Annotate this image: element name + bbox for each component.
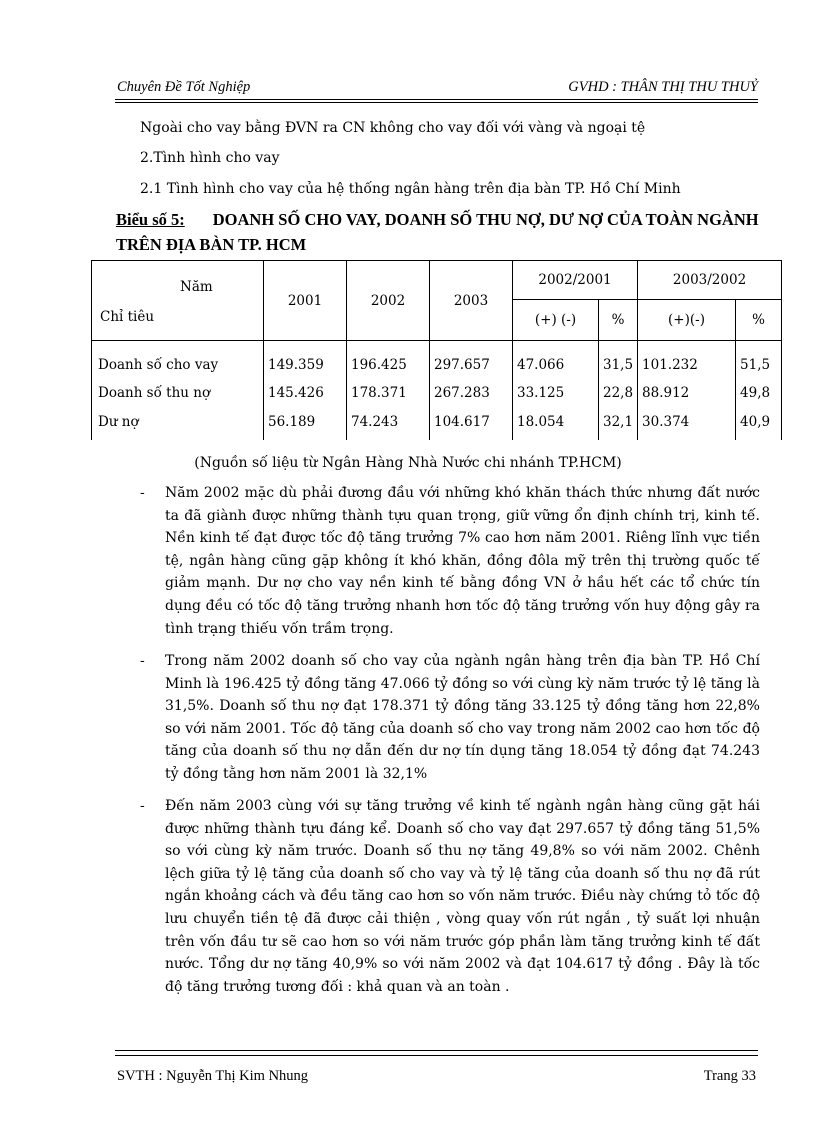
table-cell: 40,9 — [736, 407, 782, 440]
header-divider-thin — [115, 102, 758, 103]
sub-header-change: (+)(-) — [638, 300, 736, 341]
table-cell: 104.617 — [430, 407, 513, 440]
table-cell: 18.054 — [513, 407, 599, 440]
corner-year-label: Năm — [180, 279, 213, 295]
comparison-header: 2003/2002 — [638, 261, 782, 300]
row-label: Dư nợ — [92, 407, 264, 440]
sub-header-change: (+) (-) — [513, 300, 599, 341]
table-cell: 32,1 — [599, 407, 638, 440]
header-divider — [115, 99, 758, 100]
table-cell: 22,8 — [599, 378, 638, 407]
sub-header-percent: % — [736, 300, 782, 341]
table-cell: 88.912 — [638, 378, 736, 407]
footer-divider — [115, 1050, 758, 1051]
footer-page-number: Trang 33 — [703, 1068, 756, 1084]
table-cell: 267.283 — [430, 378, 513, 407]
loan-statistics-table — [91, 260, 782, 440]
paragraph-loan-currency: Ngoài cho vay bằng ĐVN ra CN không cho vay đối với vàng và ngoại tệ — [140, 120, 646, 136]
year-header: 2003 — [430, 261, 513, 341]
table-cell: 47.066 — [513, 341, 599, 379]
bullet-paragraph — [140, 482, 760, 640]
bullet-text: Trong năm 2002 doanh số cho vay của ngành ngân hàng trên địa bàn TP. Hồ Chí Minh là 196.425 tỷ đồng tăng 47.066 tỷ đồng so với cùng kỳ năm trước tỷ lệ tăng là 31,5%. Doanh số thu nợ đạt 178.371 tỷ đồng tăng 33.125 tỷ đồng tăng hơn 22,8% so với năm 2001. Tốc độ tăng của doanh số cho vay trong năm 2002 cao hơn tốc độ tăng của doanh số thu nợ dẫn đến dư nợ tín dụng tăng 18.054 tỷ đồng đạt 74.243 tỷ đồng tằng hơn năm 2001 là 32,1% — [165, 653, 760, 782]
table-cell: 31,5 — [599, 341, 638, 379]
table-cell: 30.374 — [638, 407, 736, 440]
table-cell: 297.657 — [430, 341, 513, 379]
comparison-header: 2002/2001 — [513, 261, 638, 300]
section-heading-loans: 2.Tình hình cho vay — [140, 150, 280, 166]
year-header: 2002 — [347, 261, 430, 341]
row-label: Doanh số thu nợ — [92, 378, 264, 407]
table-row — [92, 407, 782, 440]
footer-divider-thin — [115, 1055, 758, 1056]
table-cell: 101.232 — [638, 341, 736, 379]
bullet-dash: - — [140, 485, 145, 501]
table-cell: 149.359 — [264, 341, 347, 379]
table-corner-header — [92, 261, 264, 341]
table-cell: 178.371 — [347, 378, 430, 407]
page-header — [115, 76, 758, 98]
table-cell: 33.125 — [513, 378, 599, 407]
year-header: 2001 — [264, 261, 347, 341]
bullet-text: Năm 2002 mặc dù phải đương đầu với những khó khăn thách thức nhưng đất nước ta đã giành được những thành tựu quan trọng, giữ vững ổn định chính trị, kinh tế. Nền kinh tế đạt được tốc độ tăng trưởng 7% cao hơn năm 2001. Riêng lĩnh vực tiền tệ, ngân hàng cũng gặp không ít khó khăn, đồng đôla mỹ trên thị trường quốc tế giảm mạnh. Dư nợ cho vay nền kinh tế bằng đồng VN ở hầu hết các tổ chức tín dụng đều có tốc độ tăng trưởng nhanh hơn tốc độ tăng trưởng vốn huy động gây ra tình trạng thiếu vốn trầm trọng. — [165, 485, 760, 637]
bullet-paragraph — [140, 650, 760, 786]
table-cell: 145.426 — [264, 378, 347, 407]
footer-student-name: SVTH : Nguyễn Thị Kim Nhung — [117, 1068, 309, 1084]
table-title-text: DOANH SỐ CHO VAY, DOANH SỐ THU NỢ, DƯ NỢ CỦA TOÀN NGÀNH TRÊN ĐỊA BÀN TP. HCM — [116, 210, 759, 254]
table-cell: 196.425 — [347, 341, 430, 379]
table-row — [92, 378, 782, 407]
bullet-dash: - — [140, 653, 145, 669]
table-cell: 74.243 — [347, 407, 430, 440]
table-cell: 56.189 — [264, 407, 347, 440]
table-row — [92, 341, 782, 379]
bullet-text: Đến năm 2003 cùng với sự tăng trưởng về kinh tế ngành ngân hàng cũng gặt hái được những thành tựu đáng kể. Doanh số cho vay đạt 297.657 tỷ đồng tăng 51,5% so với cùng kỳ năm trước. Doanh số thu nợ tăng 49,8% so với năm 2002. Chênh lệch giữa tỷ lệ tăng của doanh số cho vay và tỷ lệ tăng của doanh số thu nợ đã rút ngắn khoảng cách và đều tăng cao hơn so vốn năm trước. Điều này chứng tỏ tốc độ lưu chuyển tiền tệ đã được cải thiện , vòng quay vốn rút ngắn , tỷ suất lợi nhuận trên vốn đầu tư sẽ cao hơn so với năm trước góp phần làm tăng trưởng kinh tế đất nước. Tổng dư nợ tăng 40,9% so với năm 2002 và đạt 104.617 tỷ đồng . Đây là tốc độ tăng trưởng tương đối : khả quan và an toàn . — [165, 798, 760, 995]
table-source-note: (Nguồn số liệu từ Ngân Hàng Nhà Nước chi nhánh TP.HCM) — [194, 455, 622, 471]
table-number-label: Biểu số 5: — [116, 210, 185, 229]
header-advisor: GVHD : THÂN THỊ THU THUỶ — [568, 79, 758, 95]
sub-header-percent: % — [599, 300, 638, 341]
table-cell: 49,8 — [736, 378, 782, 407]
table-cell: 51,5 — [736, 341, 782, 379]
header-document-title: Chuyên Đề Tốt Nghiệp — [117, 79, 251, 95]
corner-indicator-label: Chỉ tiêu — [100, 309, 155, 325]
row-label: Doanh số cho vay — [92, 341, 264, 379]
table-title — [116, 207, 760, 257]
subsection-heading-hcm-loans: 2.1 Tình hình cho vay của hệ thống ngân hàng trên địa bàn TP. Hồ Chí Minh — [140, 181, 681, 197]
bullet-paragraph — [140, 795, 760, 998]
bullet-dash: - — [140, 798, 145, 814]
